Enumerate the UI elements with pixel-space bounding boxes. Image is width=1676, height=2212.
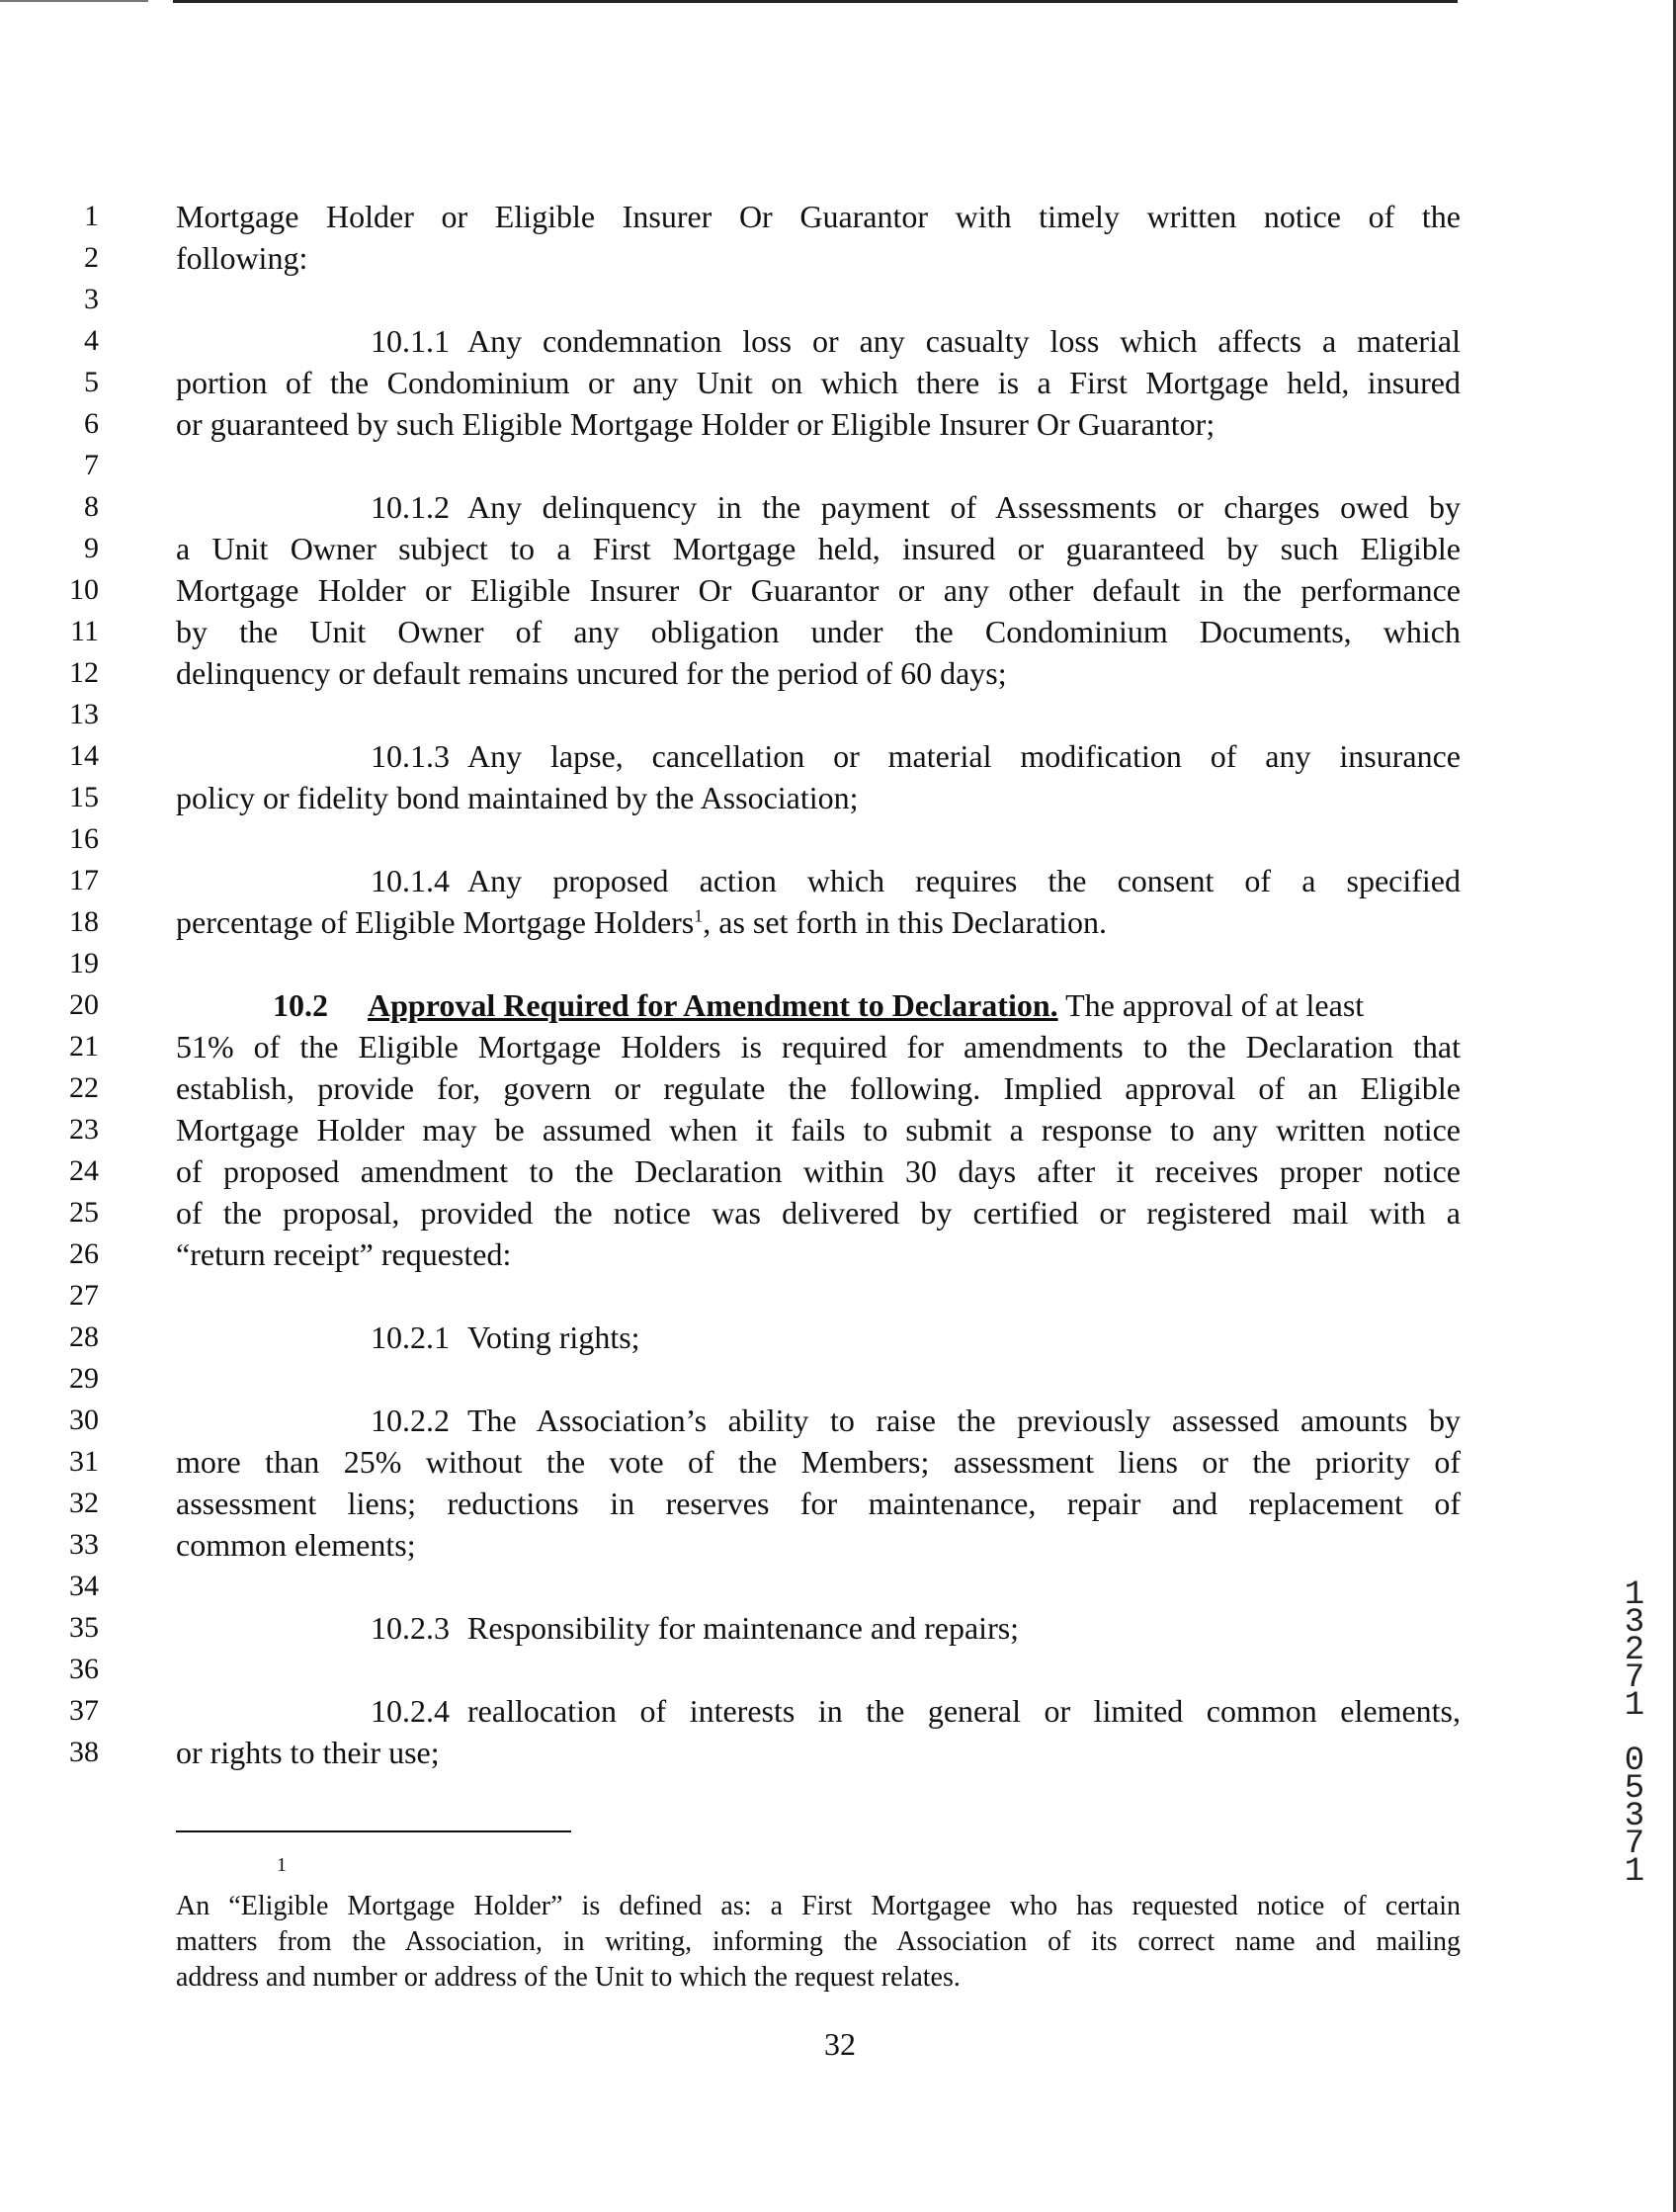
item-10-1-3-text: Any lapse, cancellation or material modification of any insurance xyxy=(467,738,1461,774)
stamp-digit: 7 xyxy=(1624,1826,1645,1863)
item-10-1-1-line-3: or guaranteed by such Eligible Mortgage Holder or Eligible Insurer Or Guarantor; xyxy=(176,406,1215,442)
item-10-2-4-line-2: or rights to their use; xyxy=(176,1735,440,1770)
line-number: 13 xyxy=(69,698,99,730)
line-number: 29 xyxy=(69,1362,99,1395)
item-10-1-1-line-2: portion of the Condominium or any Unit on which there is a First Mortgage held, insured xyxy=(176,365,1461,400)
line-number: 2 xyxy=(84,241,99,274)
line-number: 28 xyxy=(69,1320,99,1353)
item-10-2-2-number: 10.2.2 xyxy=(371,1403,450,1438)
line-number: 12 xyxy=(69,656,99,689)
footnote-line-2: matters from the Association, in writing, informing the Association of its correct name and mailing xyxy=(176,1926,1461,1957)
stamp-digit: 2 xyxy=(1624,1632,1645,1669)
line-number: 19 xyxy=(69,947,99,979)
line-number: 18 xyxy=(69,905,99,938)
item-10-2-2-line-1 xyxy=(371,1404,1461,1437)
item-10-2-1-line-1 xyxy=(371,1320,1461,1354)
line-number: 11 xyxy=(70,615,99,647)
line-number: 35 xyxy=(69,1611,99,1644)
line-number: 30 xyxy=(69,1404,99,1436)
item-10-1-3-line-2: policy or fidelity bond maintained by the Association; xyxy=(176,780,859,815)
stamp-digit: 1 xyxy=(1624,1576,1645,1614)
item-10-2-3-text: Responsibility for maintenance and repairs; xyxy=(467,1610,1020,1646)
item-10-2-2-line-4: common elements; xyxy=(176,1527,416,1563)
item-10-2-3-number: 10.2.3 xyxy=(371,1610,450,1646)
line-number: 4 xyxy=(84,324,99,357)
item-10-2-3-line-1 xyxy=(371,1611,1461,1645)
line-number: 9 xyxy=(84,532,99,564)
line-number: 24 xyxy=(69,1154,99,1187)
line-number: 21 xyxy=(69,1030,99,1063)
item-10-1-2-line-4: by the Unit Owner of any obligation under the Condominium Documents, which xyxy=(176,614,1461,649)
stamp-digit: 1 xyxy=(1624,1853,1645,1891)
line-number: 36 xyxy=(69,1653,99,1685)
line-number: 16 xyxy=(69,822,99,855)
line-number: 17 xyxy=(69,864,99,896)
stamp-digit: 3 xyxy=(1624,1604,1645,1642)
line-number: 33 xyxy=(69,1528,99,1561)
item-10-2-1-number: 10.2.1 xyxy=(371,1319,450,1355)
line-number: 23 xyxy=(69,1113,99,1146)
line-number: 6 xyxy=(84,407,99,440)
recording-stamp xyxy=(1617,1576,1652,1891)
item-10-1-4-text: Any proposed action which requires the consent of a specified xyxy=(467,863,1461,898)
item-10-2-4-line-1 xyxy=(371,1694,1461,1728)
item-10-1-2-text: Any delinquency in the payment of Assessments or charges owed by xyxy=(467,489,1461,525)
item-10-2-4-text: reallocation of interests in the general or limited common elements, xyxy=(467,1693,1461,1729)
item-10-1-4-line-1 xyxy=(371,864,1461,897)
item-10-1-4-text-after: , as set forth in this Declaration. xyxy=(703,904,1108,940)
top-edge-mark xyxy=(0,0,148,2)
line-number: 7 xyxy=(84,449,99,481)
item-10-1-4-line-2 xyxy=(176,905,1461,939)
section-10-2-line-1 xyxy=(273,988,1461,1022)
page-number: 32 xyxy=(824,2026,856,2062)
item-10-1-1-line-1 xyxy=(371,324,1461,358)
footnote-marker: 1 xyxy=(277,1854,287,1876)
line-number: 14 xyxy=(69,739,99,772)
footnote-reference[interactable]: 1 xyxy=(694,905,704,926)
line-number: 38 xyxy=(69,1736,99,1768)
item-10-2-4-number: 10.2.4 xyxy=(371,1693,450,1729)
item-10-1-4-number: 10.1.4 xyxy=(371,863,450,898)
stamp-digit: 3 xyxy=(1624,1798,1645,1835)
section-10-2-line-2: 51% of the Eligible Mortgage Holders is required for amendments to the Declaration that xyxy=(176,1029,1461,1064)
item-10-1-3-number: 10.1.3 xyxy=(371,738,450,774)
top-edge-rule xyxy=(173,0,1458,3)
footnote-line-3: address and number or address of the Unit to which the request relates. xyxy=(176,1962,961,1993)
section-10-2-line-4: Mortgage Holder may be assumed when it fails to submit a response to any written notice xyxy=(176,1112,1461,1148)
footnote-separator xyxy=(176,1830,571,1832)
item-10-2-2-line-2: more than 25% without the vote of the Members; assessment liens or the priority of xyxy=(176,1444,1461,1480)
item-10-1-2-number: 10.1.2 xyxy=(371,489,450,525)
section-10-2-line-3: establish, provide for, govern or regulate the following. Implied approval of an Eligible xyxy=(176,1070,1461,1106)
intro-line-2: following: xyxy=(176,240,308,276)
item-10-1-2-line-5: delinquency or default remains uncured for the period of 60 days; xyxy=(176,655,1007,691)
item-10-2-1-text: Voting rights; xyxy=(467,1319,640,1355)
line-number: 8 xyxy=(84,490,99,523)
intro-line-1: Mortgage Holder or Eligible Insurer Or Guarantor with timely written notice of the xyxy=(176,199,1461,234)
section-10-2-line-7: “return receipt” requested: xyxy=(176,1236,512,1272)
stamp-digit: 0 xyxy=(1624,1743,1645,1780)
line-number: 5 xyxy=(84,366,99,398)
item-10-1-1-text: Any condemnation loss or any casualty loss which affects a material xyxy=(467,323,1461,359)
item-10-1-1-number: 10.1.1 xyxy=(371,323,450,359)
line-number: 20 xyxy=(69,988,99,1021)
line-number: 37 xyxy=(69,1694,99,1727)
item-10-2-2-line-3: assessment liens; reductions in reserves for maintenance, repair and replacement of xyxy=(176,1486,1461,1521)
item-10-2-2-text: The Association’s ability to raise the previously assessed amounts by xyxy=(467,1403,1461,1438)
item-10-1-2-line-3: Mortgage Holder or Eligible Insurer Or Guarantor or any other default in the performance xyxy=(176,572,1461,608)
line-number: 25 xyxy=(69,1196,99,1229)
stamp-digit: 5 xyxy=(1624,1770,1645,1808)
stamp-digit: 1 xyxy=(1624,1687,1645,1725)
item-10-1-4-text-before: percentage of Eligible Mortgage Holders xyxy=(176,904,695,940)
line-number: 26 xyxy=(69,1237,99,1270)
item-10-1-3-line-1 xyxy=(371,739,1461,773)
line-number: 10 xyxy=(69,573,99,606)
line-number: 27 xyxy=(69,1279,99,1312)
line-number: 1 xyxy=(84,200,99,232)
item-10-1-2-line-1 xyxy=(371,490,1461,524)
line-number: 31 xyxy=(69,1445,99,1478)
stamp-digit: 7 xyxy=(1624,1659,1645,1697)
section-10-2-number: 10.2 xyxy=(273,987,328,1023)
section-10-2-line-5: of proposed amendment to the Declaration within 30 days after it receives proper notice xyxy=(176,1153,1461,1189)
section-10-2-line-1-rest: The approval of at least xyxy=(1057,987,1365,1023)
line-number: 34 xyxy=(69,1570,99,1602)
line-number: 3 xyxy=(84,283,99,315)
line-number: 32 xyxy=(69,1487,99,1519)
item-10-1-2-line-2: a Unit Owner subject to a First Mortgage held, insured or guaranteed by such Eligible xyxy=(176,531,1461,566)
line-number: 15 xyxy=(69,781,99,813)
section-10-2-title: Approval Required for Amendment to Declaration. xyxy=(368,987,1058,1023)
section-10-2-line-6: of the proposal, provided the notice was delivered by certified or registered mail with a xyxy=(176,1195,1461,1231)
footnote-line-1: An “Eligible Mortgage Holder” is defined as: a First Mortgagee who has requested notice of certain xyxy=(176,1891,1461,1921)
line-number: 22 xyxy=(69,1071,99,1104)
